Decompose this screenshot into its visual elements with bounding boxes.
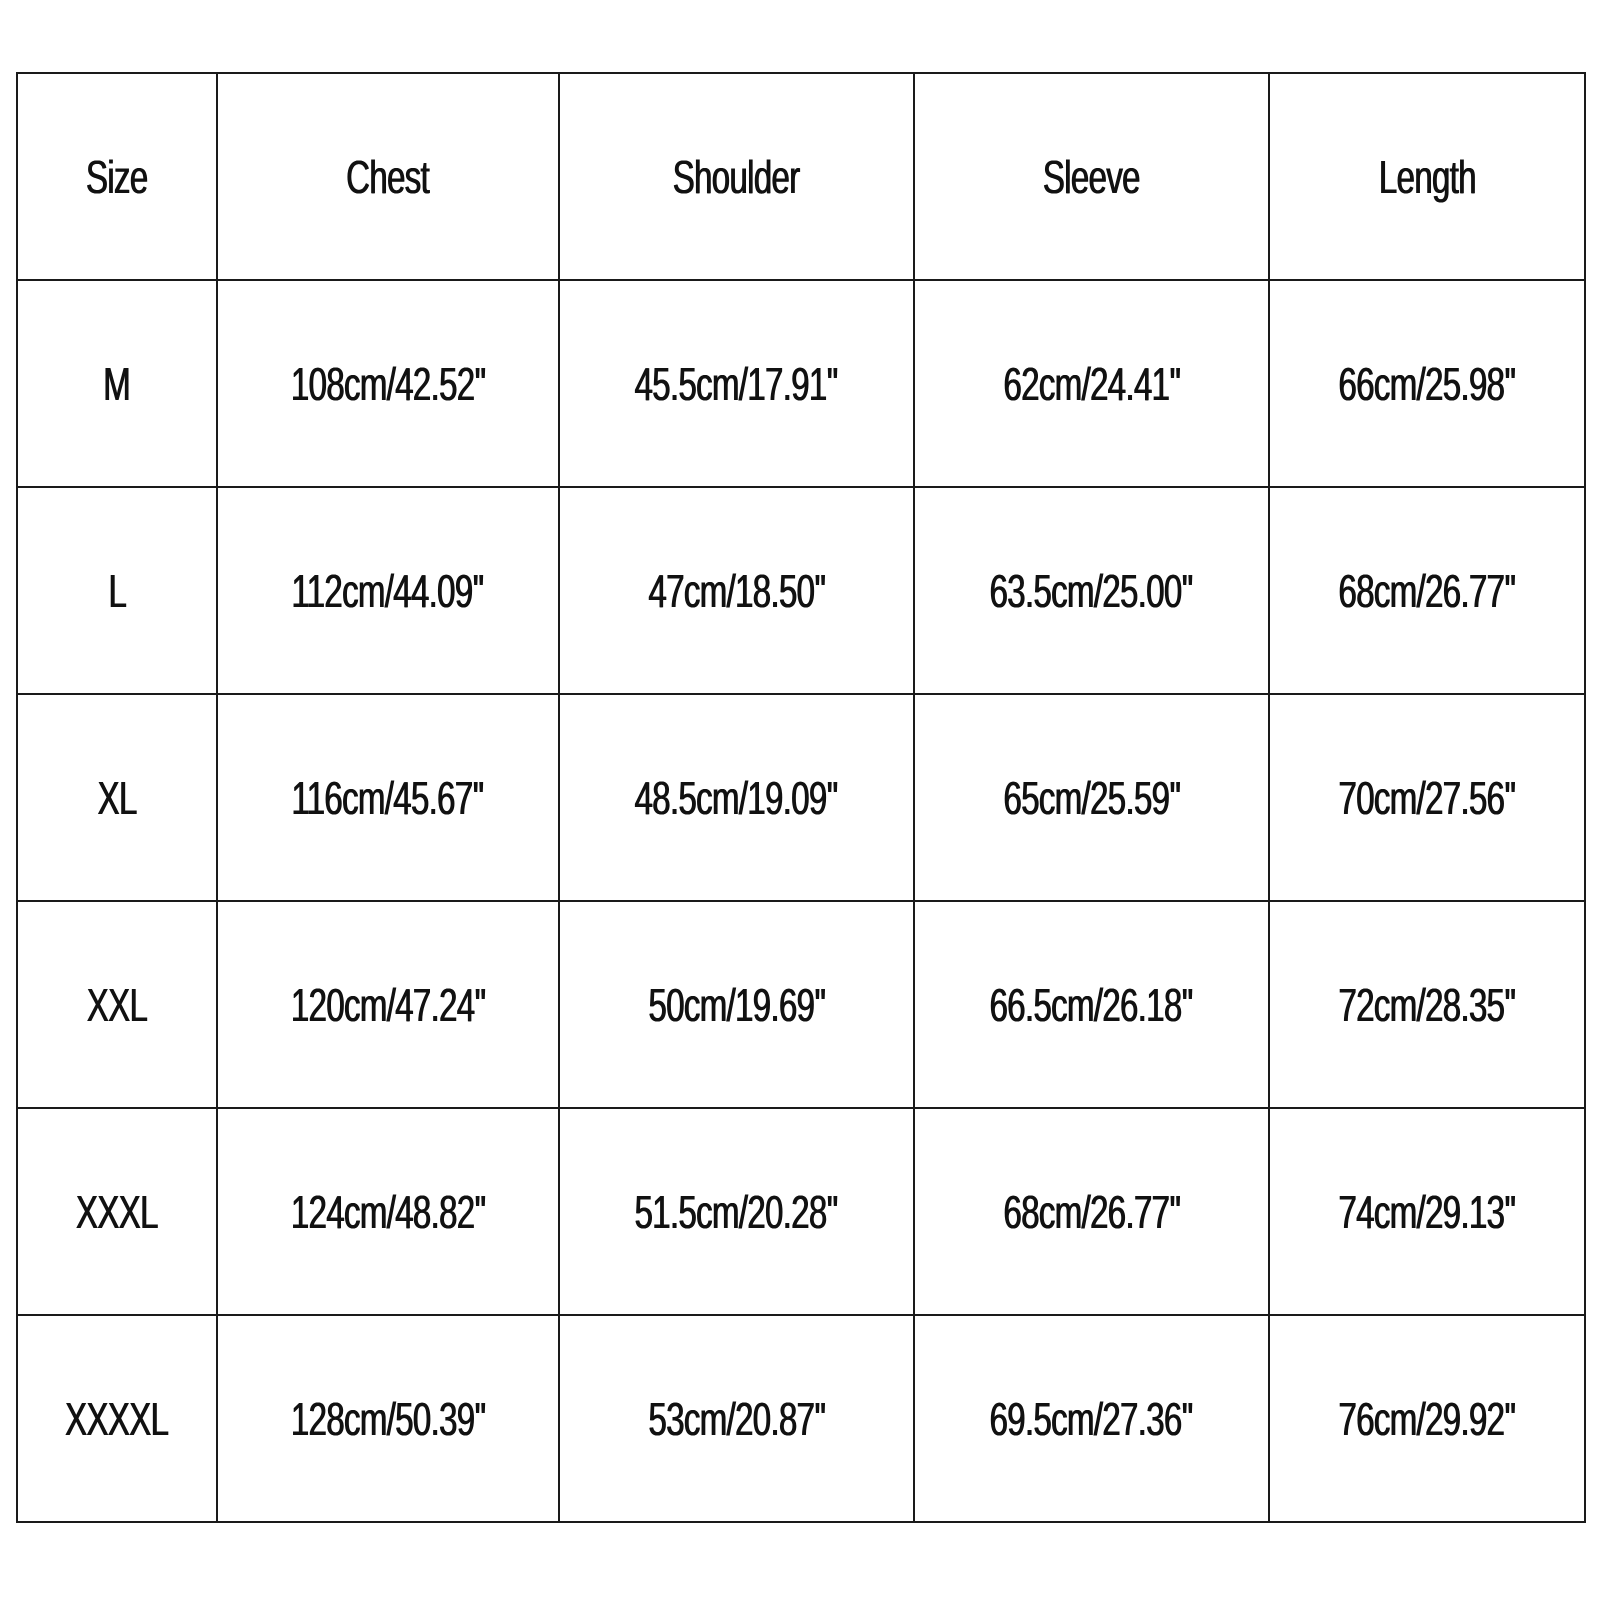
shoulder-cell xyxy=(559,1315,914,1522)
chest-cell xyxy=(217,280,559,487)
sleeve-cell xyxy=(914,487,1269,694)
shoulder-cell xyxy=(559,1108,914,1315)
size-cell xyxy=(17,487,217,694)
sleeve-cell xyxy=(914,1315,1269,1522)
length-cell xyxy=(1269,487,1585,694)
table-row xyxy=(17,901,1585,1108)
length-cell xyxy=(1269,280,1585,487)
length-value: 72cm/28.35'' xyxy=(1338,978,1516,1031)
size-value: L xyxy=(108,564,126,617)
header-label: Length xyxy=(1378,150,1476,203)
sleeve-cell xyxy=(914,280,1269,487)
chest-cell xyxy=(217,901,559,1108)
header-label: Sleeve xyxy=(1043,150,1140,203)
chest-value: 120cm/47.24'' xyxy=(290,978,486,1031)
size-value: XXL xyxy=(86,978,148,1031)
table-row xyxy=(17,280,1585,487)
sleeve-cell xyxy=(914,901,1269,1108)
sleeve-value: 66.5cm/26.18'' xyxy=(989,978,1194,1031)
size-value: XXXXL xyxy=(65,1392,169,1445)
sleeve-value: 68cm/26.77'' xyxy=(1002,1185,1181,1238)
length-cell xyxy=(1269,1315,1585,1522)
chest-cell xyxy=(217,487,559,694)
chest-value: 112cm/44.09'' xyxy=(291,564,485,617)
size-chart-table xyxy=(16,72,1586,1523)
size-cell xyxy=(17,1108,217,1315)
shoulder-value: 51.5cm/20.28'' xyxy=(634,1185,839,1238)
chest-cell xyxy=(217,1315,559,1522)
size-cell xyxy=(17,280,217,487)
shoulder-cell xyxy=(559,487,914,694)
shoulder-value: 50cm/19.69'' xyxy=(647,978,826,1031)
shoulder-value: 48.5cm/19.09'' xyxy=(634,771,839,824)
header-label: Size xyxy=(86,150,148,203)
length-cell xyxy=(1269,901,1585,1108)
sleeve-value: 63.5cm/25.00'' xyxy=(989,564,1194,617)
length-value: 66cm/25.98'' xyxy=(1338,357,1516,410)
shoulder-cell xyxy=(559,280,914,487)
size-value: M xyxy=(103,357,131,410)
shoulder-value: 45.5cm/17.91'' xyxy=(634,357,839,410)
chest-value: 108cm/42.52'' xyxy=(290,357,486,410)
sleeve-cell xyxy=(914,694,1269,901)
length-cell xyxy=(1269,694,1585,901)
chest-cell xyxy=(217,694,559,901)
size-value: XXXL xyxy=(76,1185,158,1238)
shoulder-cell xyxy=(559,901,914,1108)
header-cell-sleeve xyxy=(914,73,1269,280)
header-label: Chest xyxy=(346,150,430,203)
chest-cell xyxy=(217,1108,559,1315)
size-cell xyxy=(17,1315,217,1522)
length-cell xyxy=(1269,1108,1585,1315)
length-value: 68cm/26.77'' xyxy=(1338,564,1516,617)
shoulder-value: 47cm/18.50'' xyxy=(647,564,826,617)
header-cell-chest xyxy=(217,73,559,280)
table-row xyxy=(17,1315,1585,1522)
table-row xyxy=(17,1108,1585,1315)
chest-value: 124cm/48.82'' xyxy=(290,1185,486,1238)
shoulder-cell xyxy=(559,694,914,901)
header-cell-length xyxy=(1269,73,1585,280)
length-value: 74cm/29.13'' xyxy=(1338,1185,1516,1238)
header-label: Shoulder xyxy=(673,150,800,203)
length-value: 70cm/27.56'' xyxy=(1338,771,1516,824)
sleeve-value: 69.5cm/27.36'' xyxy=(989,1392,1194,1445)
size-cell xyxy=(17,694,217,901)
chest-value: 128cm/50.39'' xyxy=(290,1392,486,1445)
table-row xyxy=(17,487,1585,694)
table-row xyxy=(17,694,1585,901)
header-row xyxy=(17,73,1585,280)
size-value: XL xyxy=(97,771,137,824)
shoulder-value: 53cm/20.87'' xyxy=(647,1392,826,1445)
header-cell-shoulder xyxy=(559,73,914,280)
chest-value: 116cm/45.67'' xyxy=(291,771,485,824)
header-cell-size xyxy=(17,73,217,280)
size-cell xyxy=(17,901,217,1108)
sleeve-value: 62cm/24.41'' xyxy=(1002,357,1181,410)
sleeve-value: 65cm/25.59'' xyxy=(1002,771,1181,824)
length-value: 76cm/29.92'' xyxy=(1338,1392,1516,1445)
sleeve-cell xyxy=(914,1108,1269,1315)
